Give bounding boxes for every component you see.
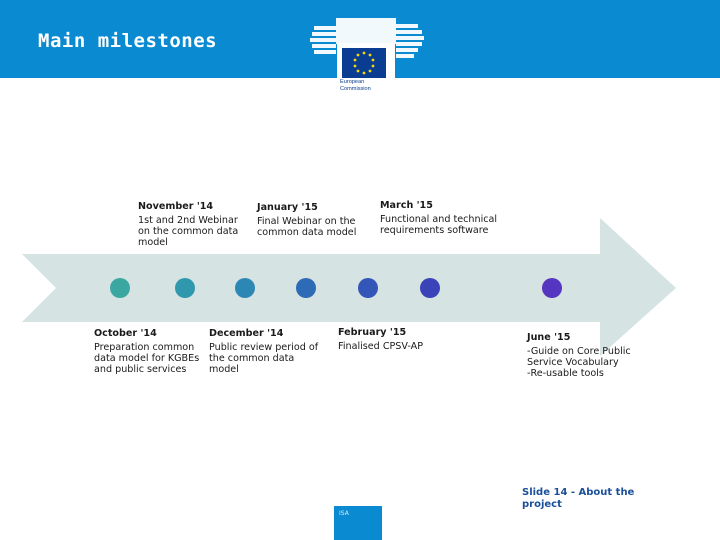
timeline-dot [358,278,378,298]
milestone-december-14: December '14 Public review period of the common data model [209,328,319,375]
isa-footer-mark: ISA [334,506,382,540]
timeline-dot [420,278,440,298]
milestone-november-14: November '14 1st and 2nd Webinar on the common data model [138,201,239,248]
page-title: Main milestones [38,30,218,52]
timeline-dot [542,278,562,298]
timeline-dot [235,278,255,298]
timeline-dot [296,278,316,298]
timeline-dot [110,278,130,298]
milestone-october-14: October '14 Preparation common data model for KGBEs and public services [94,328,200,375]
milestone-january-15: January '15 Final Webinar on the common data model [257,202,357,238]
milestone-march-15: March '15 Functional and technical requirements software [380,200,498,236]
milestone-june-15: June '15 -Guide on Core Public Service Vocabulary -Re-usable tools [527,332,631,379]
timeline-dot [175,278,195,298]
milestone-february-15: February '15 Finalised CPSV-AP [338,327,423,352]
slide-number-label: Slide 14 - About the project [522,487,635,510]
logo-caption: European Commission [340,79,371,92]
